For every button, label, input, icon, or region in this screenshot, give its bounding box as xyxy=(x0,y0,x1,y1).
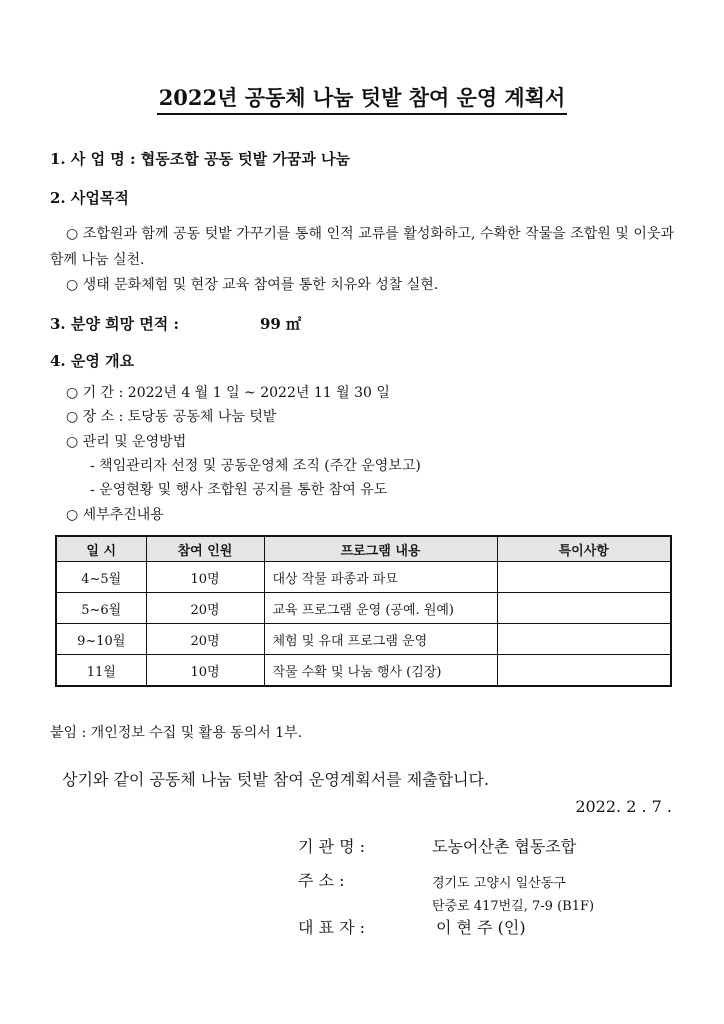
cell-participants: 20명 xyxy=(146,624,264,655)
purpose-item-1: ○ 조합원과 함께 공동 텃밭 가꾸기를 통해 인적 교류를 활성화하고, 수확한 작물을 조합원 및 이웃과 함께 나눔 실천. xyxy=(50,226,674,268)
submit-statement: 상기와 같이 공동체 나눔 텃밭 참여 운영계획서를 제출합니다. xyxy=(62,770,490,789)
overview-method-1: - 책임관리자 선정 및 공동운영체 조직 (주간 운영보고) xyxy=(90,458,421,474)
cell-notes xyxy=(497,562,671,593)
section-area-value: 99 ㎡ xyxy=(260,315,302,333)
overview-method-2: - 운영현황 및 행사 조합원 공지를 통한 참여 유도 xyxy=(90,482,388,498)
cell-date: 4~5월 xyxy=(56,562,146,593)
cell-participants: 20명 xyxy=(146,593,264,624)
cell-participants: 10명 xyxy=(146,655,264,687)
cell-program: 작물 수확 및 나눔 행사 (김장) xyxy=(264,655,497,687)
org-value: 도농어산촌 협동조합 xyxy=(432,837,577,856)
address-label: 주 소 : xyxy=(298,871,345,890)
document-title-text: 2022년 공동체 나눔 텃밭 참여 운영 계획서 xyxy=(157,85,568,115)
schedule-table xyxy=(55,535,672,687)
submit-date: 2022. 2 . 7 . xyxy=(575,797,672,816)
table-row xyxy=(56,562,671,593)
cell-notes xyxy=(497,624,671,655)
cell-participants: 10명 xyxy=(146,562,264,593)
table-row xyxy=(56,655,671,687)
address-line-1: 경기도 고양시 일산동구 xyxy=(432,876,566,891)
section-purpose-heading: 2. 사업목적 xyxy=(50,189,129,207)
cell-notes xyxy=(497,655,671,687)
cell-program: 교육 프로그램 운영 (공예. 원예) xyxy=(264,593,497,624)
table-row xyxy=(56,624,671,655)
address-line-2: 탄중로 417번길, 7-9 (B1F) xyxy=(432,899,595,914)
header-date: 일 시 xyxy=(56,536,146,562)
cell-program: 대상 작물 파종과 파묘 xyxy=(264,562,497,593)
overview-detail-title: ○ 세부추진내용 xyxy=(66,507,164,523)
document-title xyxy=(0,82,724,112)
table-header-row xyxy=(56,536,671,562)
overview-place: ○ 장 소 : 토당동 공동체 나눔 텃밭 xyxy=(66,409,277,425)
header-program: 프로그램 내용 xyxy=(264,536,497,562)
purpose-item-2: ○ 생태 문화체험 및 현장 교육 참여를 통한 치유와 성찰 실현. xyxy=(66,277,439,293)
header-participants: 참여 인원 xyxy=(146,536,264,562)
section-area-label: 3. 분양 희망 면적 : xyxy=(50,315,180,333)
header-notes: 특이사항 xyxy=(497,536,671,562)
overview-period: ○ 기 간 : 2022년 4 월 1 일 ~ 2022년 11 월 30 일 xyxy=(66,385,390,401)
cell-date: 9~10월 xyxy=(56,624,146,655)
section-business-name: 1. 사 업 명 : 협동조합 공동 텃밭 가꿈과 나눔 xyxy=(50,150,351,168)
cell-date: 5~6월 xyxy=(56,593,146,624)
org-label: 기 관 명 : xyxy=(298,837,366,856)
cell-program: 체험 및 유대 프로그램 운영 xyxy=(264,624,497,655)
cell-notes xyxy=(497,593,671,624)
representative-value: 이 현 주 (인) xyxy=(436,918,526,937)
overview-method-title: ○ 관리 및 운영방법 xyxy=(66,434,187,450)
representative-label: 대 표 자 : xyxy=(298,918,366,937)
section-overview-heading: 4. 운영 개요 xyxy=(50,352,135,370)
table-row xyxy=(56,593,671,624)
attachment-note: 붙임 : 개인정보 수집 및 활용 동의서 1부. xyxy=(50,725,303,741)
cell-date: 11월 xyxy=(56,655,146,687)
